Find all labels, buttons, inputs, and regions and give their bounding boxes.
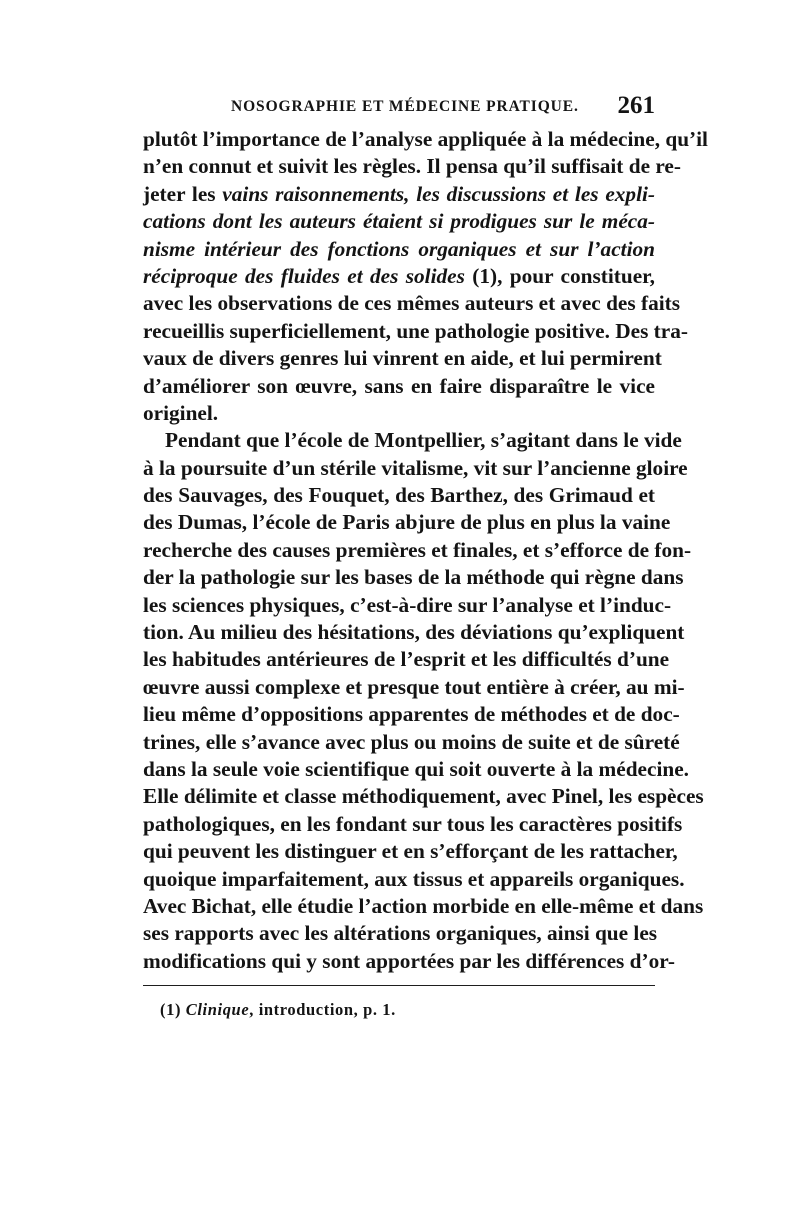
text-run: originel. (143, 400, 219, 425)
text-line (143, 482, 655, 509)
footnote-work-title: Clinique (185, 1000, 250, 1019)
footnote-marker: (1) (160, 1000, 186, 1019)
footnote-reference: , introduction, p. 1. (249, 1000, 396, 1019)
text-line (143, 701, 680, 728)
text-run: dans la seule voie scientifique qui soit ouverte à la médecine. (143, 756, 690, 781)
text-line (143, 509, 671, 536)
text-run: qui peuvent les distinguer et en s’efforçant de les rattacher, (143, 839, 678, 864)
text-run: les habitudes antérieures de l’esprit et les difficultés d’une (143, 647, 670, 672)
text-line (143, 920, 658, 947)
text-line (143, 756, 690, 783)
text-run: les sciences physiques, c’est-à-dire sur l’analyse et l’induc- (143, 592, 672, 617)
text-run: pathologiques, en les fondant sur tous les caractères positifs (143, 811, 683, 836)
text-line (143, 400, 655, 427)
text-line (143, 838, 678, 865)
text-line (143, 181, 655, 208)
text-line (143, 290, 681, 317)
text-run: der la pathologie sur les bases de la méthode qui règne dans (143, 565, 684, 590)
footnote (160, 1000, 396, 1020)
text-line (143, 318, 688, 345)
italic-text-run: cations dont les auteurs étaient si prodigues sur le méca- (143, 209, 655, 234)
text-line (143, 866, 685, 893)
text-line (143, 783, 704, 810)
text-run: plutôt l’importance de l’analyse appliquée à la médecine, qu’il (143, 127, 708, 151)
text-line (143, 811, 683, 838)
text-line (143, 126, 708, 153)
text-run: tion. Au milieu des hésitations, des déviations qu’expliquent (143, 620, 685, 645)
text-run: avec les observations de ces mêmes auteurs et avec des faits (143, 291, 681, 316)
text-run: vaux de divers genres lui vinrent en aide, et lui permirent (143, 346, 662, 371)
text-line (143, 427, 682, 454)
text-run: modifications qui y sont apportées par les différences d’or- (143, 948, 676, 973)
text-run: Pendant que l’école de Montpellier, s’agitant dans le vide (165, 428, 682, 453)
text-line (143, 345, 662, 372)
text-line (143, 646, 670, 673)
text-line (143, 729, 680, 756)
italic-text-run: vains raisonnements, les discussions et les expli- (222, 181, 655, 206)
text-line (143, 564, 684, 591)
text-run: des Dumas, l’école de Paris abjure de plus en plus la vaine (143, 510, 671, 535)
italic-text-run: réciproque des fluides et des solides (143, 263, 465, 288)
text-run: Elle délimite et classe méthodiquement, avec Pinel, les espèces (143, 784, 704, 809)
text-run: des Sauvages, des Fouquet, des Barthez, des Grimaud et (143, 483, 655, 508)
text-line (143, 948, 676, 975)
page-number: 261 (617, 92, 655, 119)
text-line (143, 592, 672, 619)
text-line (143, 208, 655, 235)
text-line (143, 537, 692, 564)
running-title: NOSOGRAPHIE ET MÉDECINE PRATIQUE. (231, 98, 579, 115)
text-run: recherche des causes premières et finales, et s’efforce de fon- (143, 537, 692, 562)
text-run: à la poursuite d’un stérile vitalisme, vit sur l’ancienne gloire (143, 455, 688, 480)
text-line (143, 236, 655, 263)
text-line (143, 893, 704, 920)
text-line (143, 373, 655, 400)
running-head (143, 92, 655, 120)
text-run: Avec Bichat, elle étudie l’action morbide en elle-même et dans (143, 893, 704, 918)
footnote-rule (143, 985, 655, 986)
text-line (143, 263, 655, 290)
text-run: lieu même d’oppositions apparentes de méthodes et de doc- (143, 702, 680, 727)
body-text (143, 126, 708, 975)
text-line (143, 153, 681, 180)
text-line (143, 619, 685, 646)
text-run: jeter les (143, 181, 223, 206)
text-run: d’améliorer son œuvre, sans en faire disparaître le vice (143, 373, 655, 398)
text-line (143, 455, 688, 482)
text-run: ses rapports avec les altérations organiques, ainsi que les (143, 921, 658, 946)
text-run: quoique imparfaitement, aux tissus et appareils organiques. (143, 866, 685, 891)
text-run: n’en connut et suivit les règles. Il pensa qu’il suffisait de re- (143, 154, 681, 179)
text-run: œuvre aussi complexe et presque tout entière à créer, au mi- (143, 674, 685, 699)
text-run: recueillis superficiellement, une pathologie positive. Des tra- (143, 318, 688, 343)
text-run: (1), pour constituer, (464, 263, 655, 288)
text-line (143, 674, 685, 701)
text-run: trines, elle s’avance avec plus ou moins de suite et de sûreté (143, 729, 680, 754)
italic-text-run: nisme intérieur des fonctions organiques et sur l’action (143, 236, 655, 261)
